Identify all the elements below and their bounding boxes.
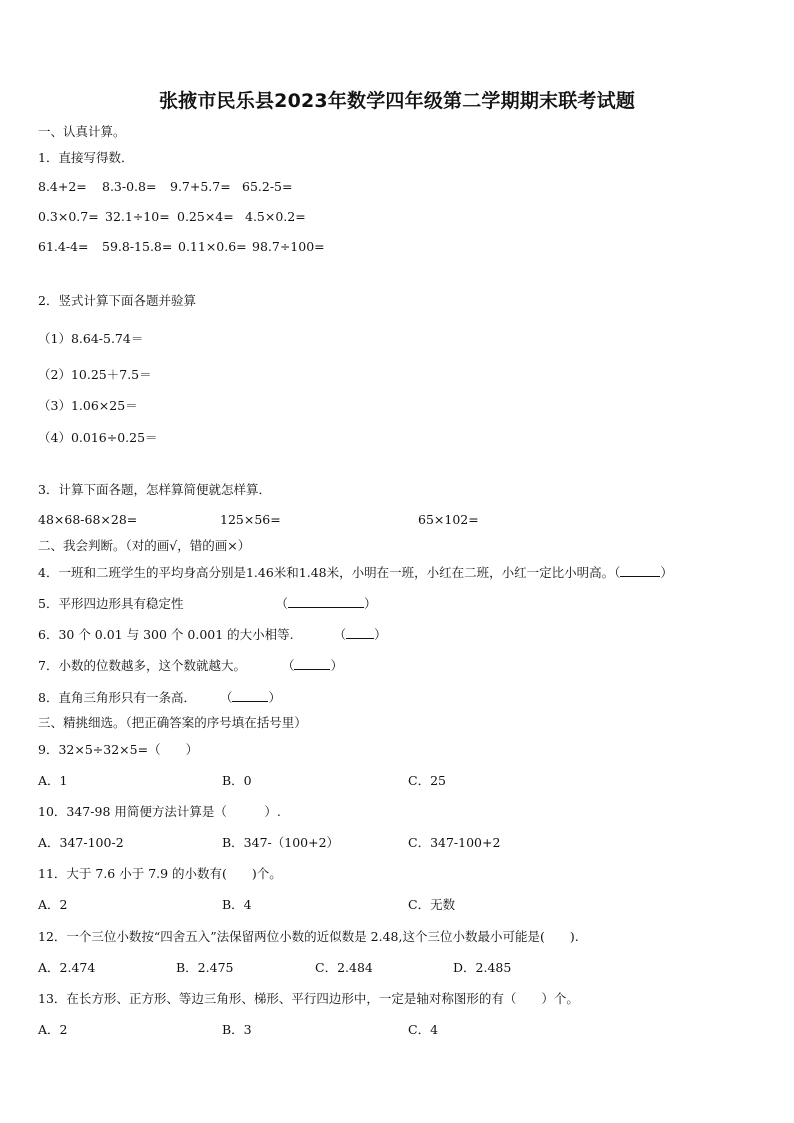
- question-8: 8．直角三角形只有一条高． （ ）: [38, 690, 281, 705]
- section-heading-1: 一、认真计算。: [38, 124, 126, 139]
- option-b: B．3: [222, 1022, 252, 1037]
- option-b: B．347-（100+2）: [222, 835, 340, 850]
- q2-item: （1）8.64-5.74＝: [38, 331, 144, 346]
- q1-item: 4.5×0.2=: [245, 209, 306, 224]
- option-a: A．2.474: [38, 960, 96, 975]
- q1-item: 32.1÷10=: [105, 209, 170, 224]
- option-a: A．2: [38, 897, 68, 912]
- question-2-label: 2．竖式计算下面各题并验算: [38, 293, 196, 308]
- option-c: C．2.484: [315, 960, 373, 975]
- option-c: C．无数: [408, 897, 456, 912]
- question-4-text: 4．一班和二班学生的平均身高分别是1.46米和1.48米，小明在一班，小红在二班，小红一定比小明高。: [38, 565, 615, 580]
- question-11-text: 11．大于 7.6 小于 7.9 的小数有( )个。: [38, 866, 282, 881]
- q3-item: 65×102=: [418, 512, 479, 527]
- option-d: D．2.485: [453, 960, 512, 975]
- question-7-text: 7．小数的位数越多，这个数就越大。: [38, 658, 246, 673]
- option-c: C．347-100+2: [408, 835, 501, 850]
- question-13-text: 13．在长方形、正方形、等边三角形、梯形、平行四边形中，一定是轴对称图形的有（ ）个。: [38, 991, 579, 1006]
- question-6: 6．30 个 0.01 与 300 个 0.001 的大小相等. （ ）: [38, 627, 387, 642]
- q1-item: 65.2-5=: [242, 179, 293, 194]
- q1-item: 61.4-4=: [38, 239, 89, 254]
- option-a: A．2: [38, 1022, 68, 1037]
- q3-item: 125×56=: [220, 512, 281, 527]
- q1-item: 9.7+5.7=: [170, 179, 231, 194]
- answer-blank[interactable]: [346, 626, 374, 639]
- section-heading-2: 二、我会判断。（对的画√，错的画×）: [38, 538, 251, 553]
- question-5: 5．平形四边形具有稳定性 （ ）: [38, 596, 377, 611]
- q1-item: 98.7÷100=: [252, 239, 325, 254]
- q1-item: 0.11×0.6=: [178, 239, 247, 254]
- answer-blank[interactable]: [232, 689, 268, 702]
- option-c: C．4: [408, 1022, 439, 1037]
- q2-item: （2）10.25＋7.5＝: [38, 367, 152, 382]
- q2-item: （3）1.06×25＝: [38, 398, 138, 413]
- answer-blank[interactable]: [288, 595, 364, 608]
- question-10-text: 10．347-98 用简便方法计算是（ ）.: [38, 804, 281, 819]
- section-heading-3: 三、精挑细选。（把正确答案的序号填在括号里）: [38, 715, 307, 730]
- question-5-text: 5．平形四边形具有稳定性: [38, 596, 184, 611]
- option-a: A．1: [38, 773, 68, 788]
- answer-blank[interactable]: [620, 564, 660, 577]
- page-title: 张掖市民乐县2023年数学四年级第二学期期末联考试题: [158, 90, 636, 112]
- q1-item: 0.3×0.7=: [38, 209, 99, 224]
- question-8-text: 8．直角三角形只有一条高．: [38, 690, 196, 705]
- option-b: B．4: [222, 897, 252, 912]
- question-12-text: 12．一个三位小数按“四舍五入”法保留两位小数的近似数是 2.48,这个三位小数最小可能是( ).: [38, 929, 579, 944]
- option-a: A．347-100-2: [38, 835, 124, 850]
- answer-blank[interactable]: [294, 657, 330, 670]
- q1-item: 0.25×4=: [177, 209, 234, 224]
- question-3-label: 3．计算下面各题，怎样算简便就怎样算．: [38, 482, 271, 497]
- question-1-label: 1．直接写得数．: [38, 150, 134, 165]
- q1-item: 8.4+2=: [38, 179, 87, 194]
- question-9-text: 9．32×5÷32×5=（ ）: [38, 742, 199, 757]
- q3-item: 48×68-68×28=: [38, 512, 138, 527]
- q2-item: （4）0.016÷0.25＝: [38, 430, 158, 445]
- q1-item: 8.3-0.8=: [102, 179, 157, 194]
- question-7: 7．小数的位数越多，这个数就越大。 （ ）: [38, 658, 343, 673]
- q1-item: 59.8-15.8=: [102, 239, 173, 254]
- question-6-text: 6．30 个 0.01 与 300 个 0.001 的大小相等.: [38, 627, 294, 642]
- question-4: 4．一班和二班学生的平均身高分别是1.46米和1.48米，小明在一班，小红在二班，小红一定比小明高。（ ）: [38, 565, 673, 580]
- option-b: B．2.475: [176, 960, 234, 975]
- option-c: C．25: [408, 773, 446, 788]
- option-b: B．0: [222, 773, 252, 788]
